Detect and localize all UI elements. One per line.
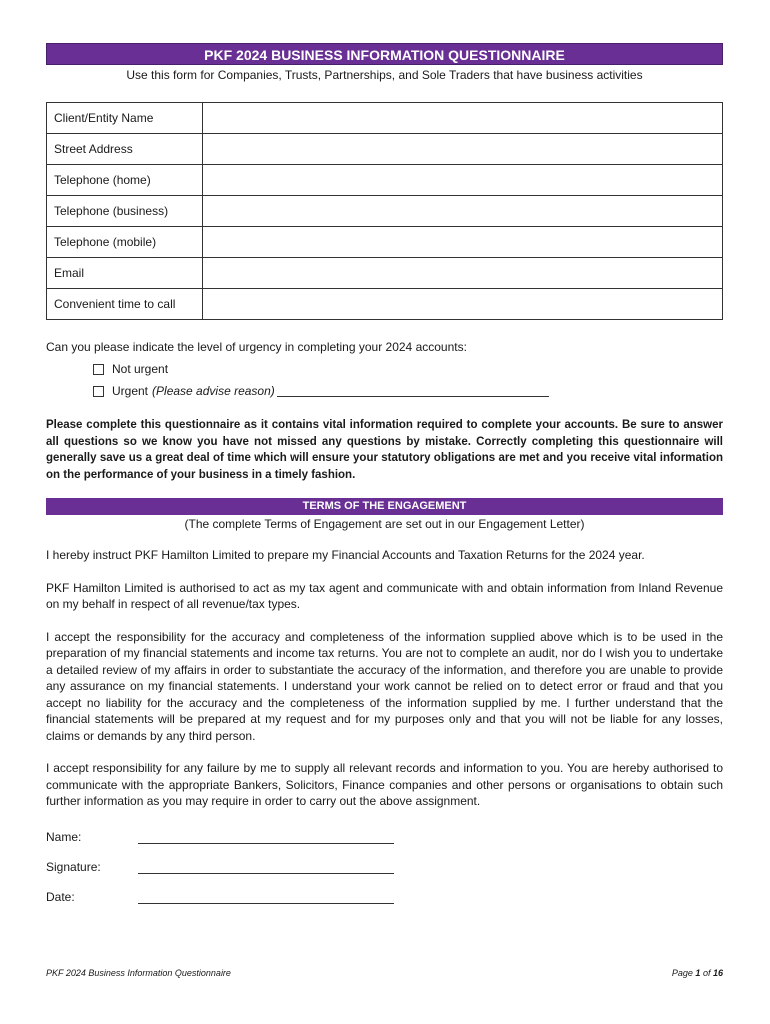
instructions-text: Please complete this questionnaire as it contains vital information required to complete your accounts. Be sure to answer all questions so we know you have not missed any questions by mistake. Correctly completing this questionnaire will generally save us a great deal of time which will ensure your statutory obligations are met and you receive vital information on the performance of your business in a timely fashion. bbox=[46, 419, 723, 481]
street-address-field[interactable] bbox=[203, 134, 723, 165]
urgency-question: Can you please indicate the level of urgency in completing your 2024 accounts: bbox=[46, 340, 467, 354]
page-number: Page 1 of 16 bbox=[671, 968, 723, 978]
name-label: Name: bbox=[46, 829, 82, 844]
urgent-reason-line[interactable] bbox=[277, 386, 549, 397]
client-name-label: Client/Entity Name bbox=[47, 103, 203, 134]
email-field[interactable] bbox=[203, 258, 723, 289]
terms-subheading: (The complete Terms of Engagement are set out in our Engagement Letter) bbox=[184, 517, 585, 531]
table-row bbox=[47, 258, 723, 289]
convenient-time-field[interactable] bbox=[203, 289, 723, 320]
not-urgent-checkbox[interactable] bbox=[93, 364, 104, 375]
table-row bbox=[47, 134, 723, 165]
date-label: Date: bbox=[46, 889, 75, 904]
table-row bbox=[47, 289, 723, 320]
terms-paragraph: I hereby instruct PKF Hamilton Limited to prepare my Financial Accounts and Taxation Returns for the 2024 year. bbox=[46, 548, 645, 562]
convenient-time-label: Convenient time to call bbox=[47, 289, 203, 320]
telephone-mobile-label: Telephone (mobile) bbox=[47, 227, 203, 258]
document bbox=[46, 43, 723, 904]
table-row bbox=[47, 196, 723, 227]
client-info-table bbox=[46, 102, 723, 320]
terms-heading: TERMS OF THE ENGAGEMENT bbox=[46, 498, 723, 515]
table-row bbox=[47, 227, 723, 258]
name-row bbox=[46, 830, 723, 844]
footer-document-title: PKF 2024 Business Information Questionnaire bbox=[46, 968, 231, 978]
date-row bbox=[46, 890, 723, 904]
page-title: PKF 2024 BUSINESS INFORMATION QUESTIONNAIRE bbox=[46, 43, 723, 65]
telephone-home-field[interactable] bbox=[203, 165, 723, 196]
terms-paragraph: PKF Hamilton Limited is authorised to act as my tax agent and communicate with and obtain information from Inland Revenue on my behalf in respect of all revenue/tax types. bbox=[46, 580, 723, 611]
terms-paragraph: I accept responsibility for any failure by me to supply all relevant records and information to you. You are hereby authorised to communicate with the appropriate Bankers, Solicitors, Finance companies and other persons or organisations to obtain such further information as you may require in order to carry out the above assignment. bbox=[46, 761, 723, 808]
signature-label: Signature: bbox=[46, 859, 101, 874]
table-row bbox=[47, 103, 723, 134]
urgent-label: Urgent bbox=[112, 384, 149, 398]
urgent-checkbox[interactable] bbox=[93, 386, 104, 397]
signature-row bbox=[46, 860, 723, 874]
urgent-reason-note: (Please advise reason) bbox=[152, 384, 275, 398]
terms-paragraph: I accept the responsibility for the accuracy and completeness of the information supplied above which is to be used in the preparation of my financial statements and income tax returns. You are not to complete an audit, nor do I wish you to undertake a detailed review of my affairs in order to substantiate the accuracy of the information, and therefore you are unable to provide any assurance on my financial statements. I understand your work cannot be relied on to detect error or fraud and that you accept no liability for the accuracy and the completeness of the information supplied by me. I further understand that the financial statements will be prepared at my request and for my purposes only and that you will not be liable for any losses, claims or demands by any third person. bbox=[46, 629, 723, 743]
telephone-business-label: Telephone (business) bbox=[47, 196, 203, 227]
table-row bbox=[47, 165, 723, 196]
page-footer bbox=[46, 968, 723, 978]
name-line[interactable] bbox=[138, 833, 394, 844]
page-subtitle: Use this form for Companies, Trusts, Partnerships, and Sole Traders that have business activities bbox=[126, 68, 643, 82]
signature-line[interactable] bbox=[138, 863, 394, 874]
urgent-option[interactable] bbox=[93, 384, 723, 398]
email-label: Email bbox=[47, 258, 203, 289]
client-name-field[interactable] bbox=[203, 103, 723, 134]
street-address-label: Street Address bbox=[47, 134, 203, 165]
not-urgent-label: Not urgent bbox=[112, 362, 169, 376]
telephone-mobile-field[interactable] bbox=[203, 227, 723, 258]
not-urgent-option[interactable] bbox=[93, 362, 723, 376]
telephone-home-label: Telephone (home) bbox=[47, 165, 203, 196]
telephone-business-field[interactable] bbox=[203, 196, 723, 227]
date-line[interactable] bbox=[138, 893, 394, 904]
